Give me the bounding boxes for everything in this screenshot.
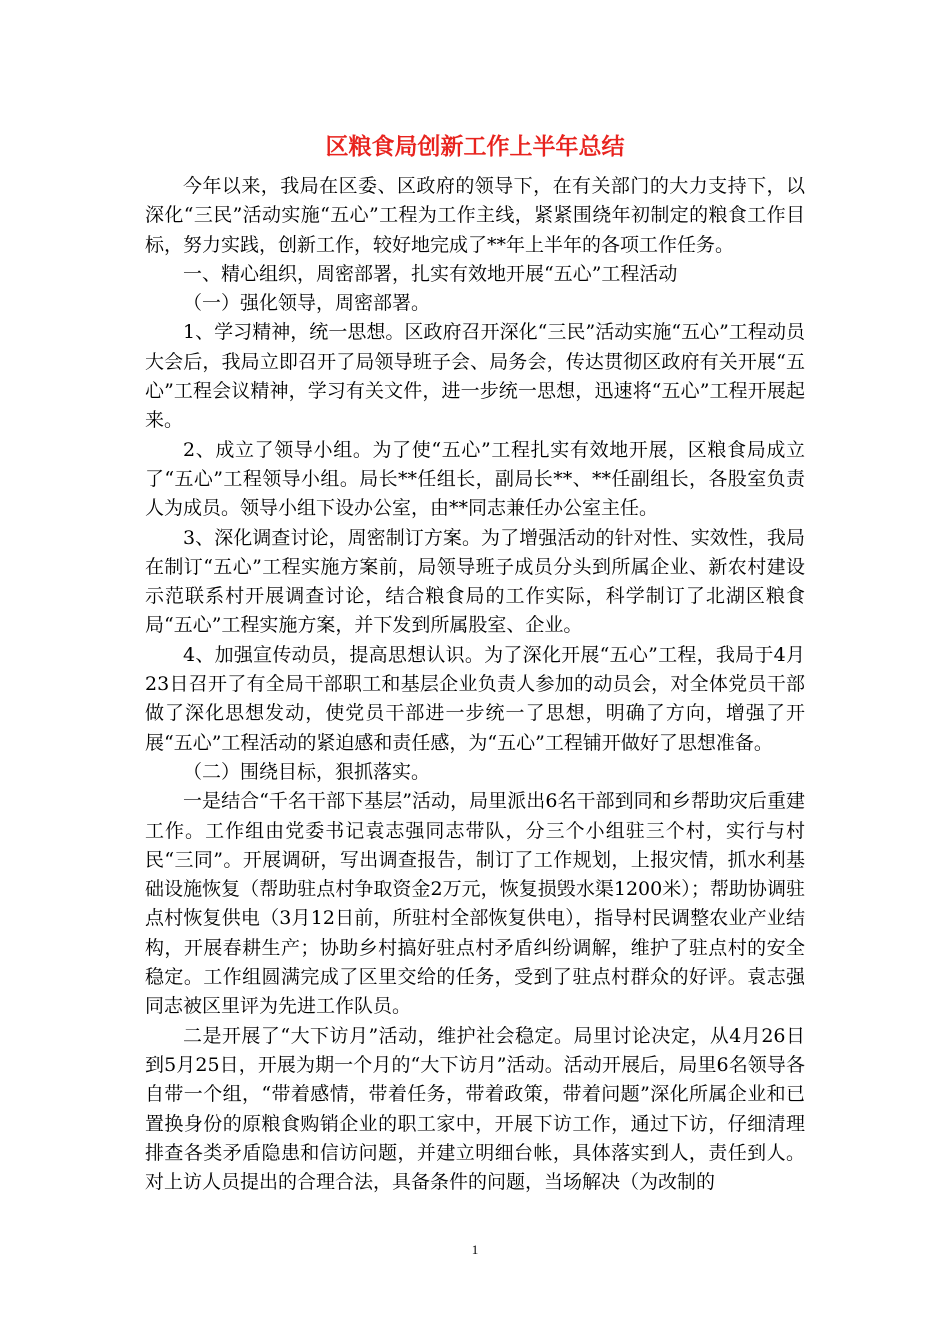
page-number: 1 [471, 1242, 479, 1257]
paragraph-item-1: 1、学习精神，统一思想。区政府召开深化“三民”活动实施“五心”工程动员大会后，我局立即召开了局领导班子会、局务会，传达贯彻区政府有关开展“五心”工程会议精神，学习有关文件，进一步统一思想，迅速将“五心”工程开展起来。 [145, 321, 805, 432]
paragraph-item-3: 3、深化调查讨论，周密制订方案。为了增强活动的针对性、实效性，我局在制订“五心”工程实施方案前，局领导班子成员分头到所属企业、新农村建设示范联系村开展调查讨论，结合粮食局的工作实际，科学制订了北湖区粮食局“五心”工程实施方案，并下发到所属股室、企业。 [145, 526, 805, 637]
document-title: 区粮食局创新工作上半年总结 [325, 134, 625, 160]
paragraph-point-1: 一是结合“千名干部下基层”活动，局里派出6名干部到同和乡帮助灾后重建工作。工作组由党委书记袁志强同志带队，分三个小组驻三个村，实行与村民“三同”。开展调研，写出调查报告，制订了工作规划，上报灾情，抓水利基础设施恢复（帮助驻点村争取资金2万元，恢复损毁水渠1200米）；帮助协调驻点村恢复供电（3月12日前，所驻村全部恢复供电），指导村民调整农业产业结构，开展春耕生产；协助乡村搞好驻点村矛盾纠纷调解，维护了驻点村的安全稳定。工作组圆满完成了区里交给的任务，受到了驻点村群众的好评。袁志强同志被区里评为先进工作队员。 [145, 790, 805, 1018]
section-heading-1: 一、精心组织，周密部署，扎实有效地开展“五心”工程活动 [183, 262, 678, 285]
subsection-heading-1: （一）强化领导，周密部署。 [183, 292, 431, 315]
paragraph-intro: 今年以来，我局在区委、区政府的领导下，在有关部门的大力支持下，以深化“三民”活动实施“五心”工程为工作主线，紧紧围绕年初制定的粮食工作目标，努力实践，创新工作，较好地完成了**年上半年的各项工作任务。 [145, 175, 805, 256]
paragraph-item-2: 2、成立了领导小组。为了使“五心”工程扎实有效地开展，区粮食局成立了“五心”工程领导小组。局长**任组长，副局长**、**任副组长，各股室负责人为成员。领导小组下设办公室，由**同志兼任办公室主任。 [145, 438, 805, 520]
paragraph-item-4: 4、加强宣传动员，提高思想认识。为了深化开展“五心”工程，我局于4月23日召开了有全局干部职工和基层企业负责人参加的动员会，对全体党员干部做了深化思想发动，使党员干部进一步统一了思想，明确了方向，增强了开展“五心”工程活动的紧迫感和责任感，为“五心”工程铺开做好了思想准备。 [145, 643, 805, 754]
subsection-heading-2: （二）围绕目标，狠抓落实。 [183, 760, 431, 783]
paragraph-point-2: 二是开展了“大下访月”活动，维护社会稳定。局里讨论决定，从4月26日到5月25日，开展为期一个月的“大下访月”活动。活动开展后，局里6名领导各自带一个组，“带着感情，带着任务，带着政策，带着问题”深化所属企业和已置换身份的原粮食购销企业的职工家中，开展下访工作，通过下访，仔细清理排查各类矛盾隐患和信访问题，并建立明细台帐，具体落实到人，责任到人。对上访人员提出的合理合法，具备条件的问题，当场解决（为改制的 [145, 1024, 805, 1194]
document-body [145, 172, 805, 1197]
